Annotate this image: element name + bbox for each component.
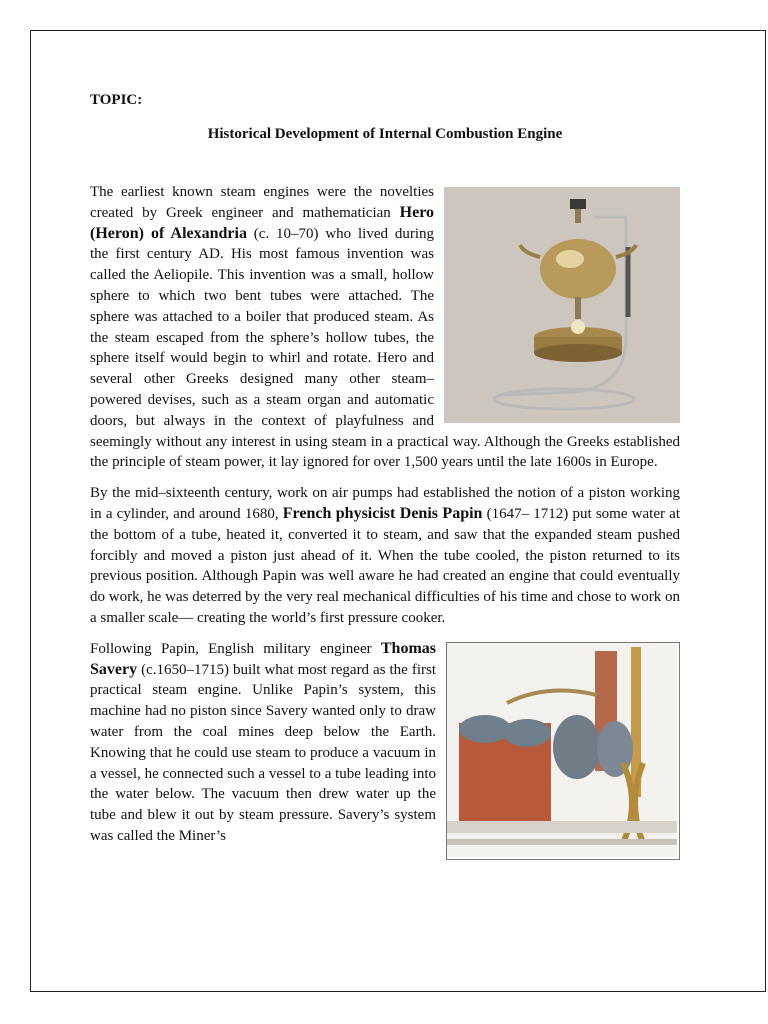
document-body	[90, 90, 680, 866]
paragraph-hero	[90, 182, 680, 473]
aeolipile-image	[444, 187, 680, 423]
paragraph-savery-text-2: (c.1650–1715) built what most regard as the first practical steam engine. Unlike Papin’s system, this machine had no piston since Savery wanted only to draw water from the coal mines deep below the Earth. Knowing that he could use steam to produce a vacuum in a vessel, he connected such a vessel to a tube leading into the water below. The vacuum then drew water up the tube and blew it out by steam pressure. Savery’s system was called the Miner’s	[90, 661, 436, 844]
paragraph-hero-text-1: The earliest known steam engines were the novelties created by Greek engineer and mathematician	[90, 184, 434, 221]
topic-label: TOPIC:	[90, 92, 143, 108]
document-title: Historical Development of Internal Combustion Engine	[207, 126, 563, 142]
hero-name: Hero (Heron) of Alexandria	[90, 203, 434, 242]
paragraph-papin-text-2: (1647– 1712) put some water at the bottom of a tube, heated it, converted it to steam, and saw that the expanded steam pushed forcibly and moved a piston just ahead of it. When the tube cooled, the piston returned to its previous position. Although Papin was well aware he had created an engine that could eventually do work, he was deterred by the very real mechanical difficulties of his time and chose to work on a smaller scale— creating the world’s first pressure cooker.	[90, 505, 680, 626]
paragraph-hero-text-2: (c. 10–70) who lived during the first century AD. His most famous invention was called the Aeliopile. This invention was a small, hollow sphere to which two bent tubes were attached. The sphere was attached to a boiler that produced steam. As the steam escaped from the sphere’s hollow tubes, the sphere itself would begin to whirl and rotate. Hero and several other Greeks designed many other steam–powered devises, such as a steam organ and automatic doors, but always in the context of playfulness and seemingly without any interest in using steam in a practical way. Although the Greeks established the principle of steam power, it lay ignored for over 1,500 years until the late 1600s in Europe.	[90, 225, 680, 471]
savery-name: Thomas Savery	[90, 639, 436, 678]
paragraph-papin-text-1: By the mid–sixteenth century, work on air pumps had established the notion of a piston working in a cylinder, and around 1680,	[90, 485, 680, 522]
paragraph-savery-text-1: Following Papin, English military engineer	[90, 640, 381, 657]
savery-engine-image	[446, 642, 680, 860]
paragraph-papin	[90, 483, 680, 629]
papin-name: French physicist Denis Papin	[282, 504, 483, 522]
paragraph-savery	[90, 639, 680, 847]
